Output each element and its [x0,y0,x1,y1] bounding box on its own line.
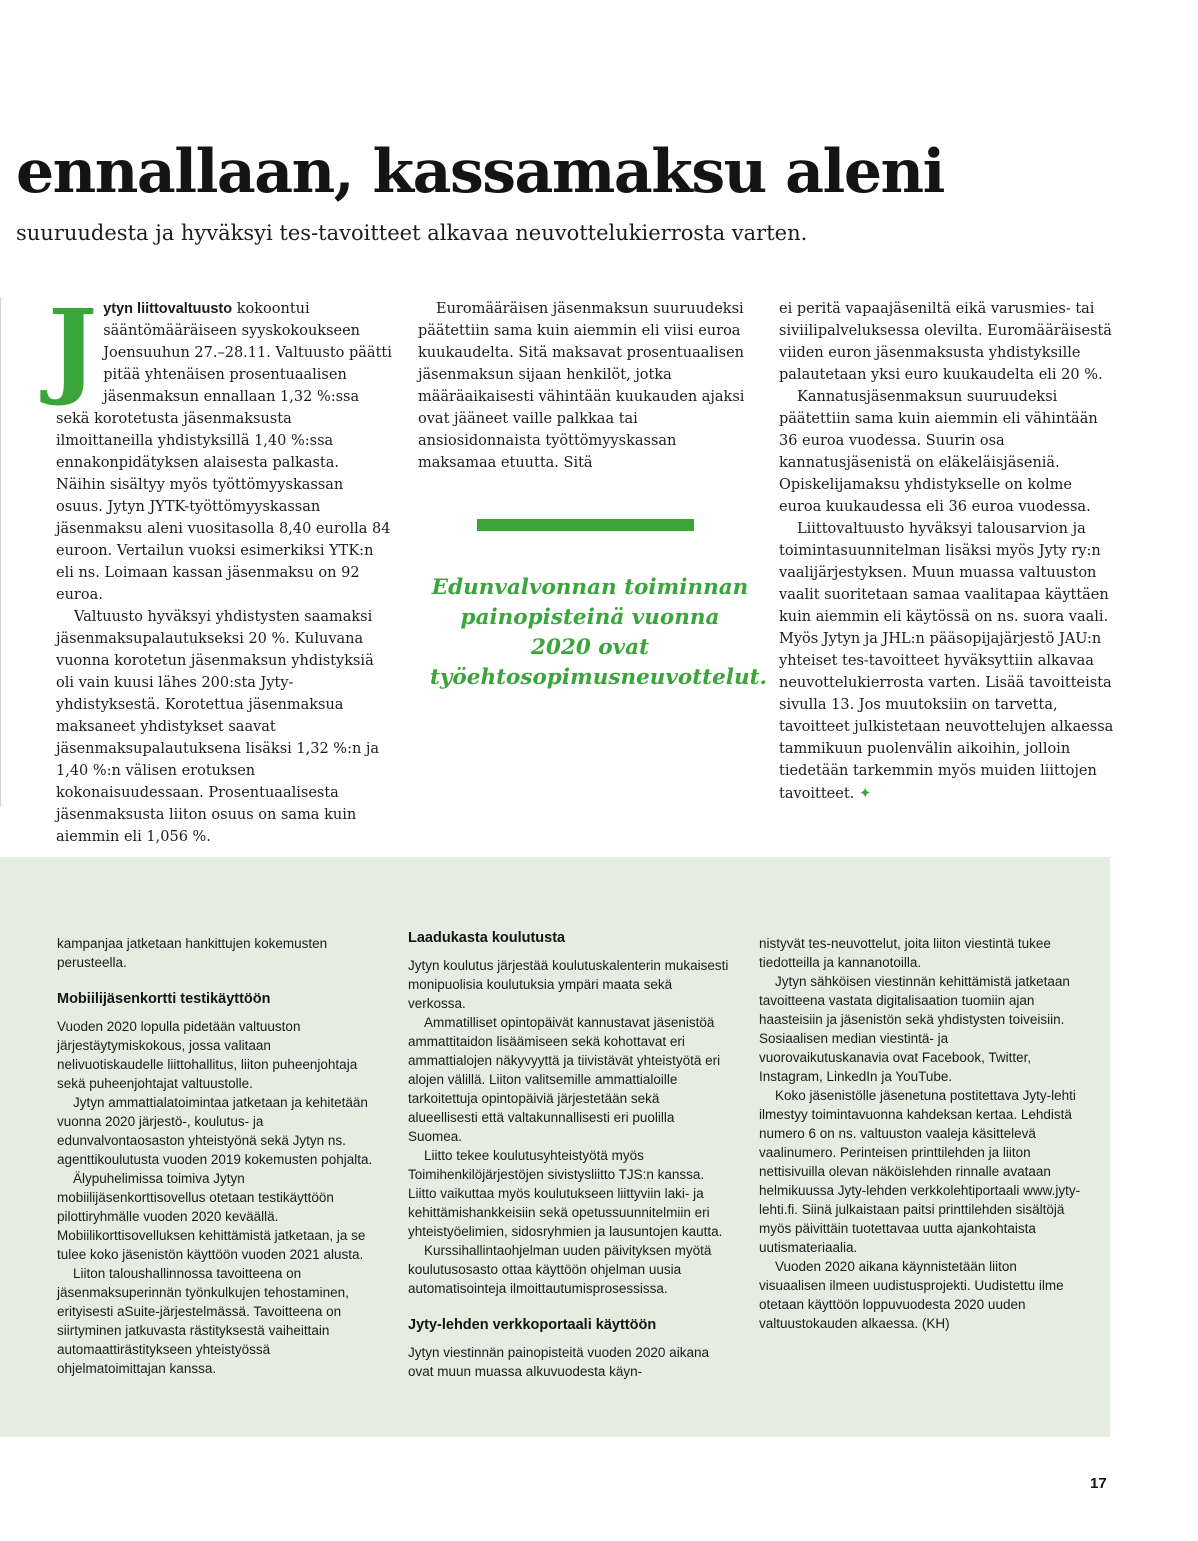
panel-paragraph: Ammatilliset opintopäivät kannustavat jäsenistöä ammattitaidon lisäämiseen sekä kohottavat eri ammattialojen näkyvyyttä ja tiivistävät yhteistyötä eri alojen välillä. Liiton valitsemille ammattialoille tarkoitettuja opintopäiviä järjestetään sekä alueellisesti että valtakunnallisesti eri puolilla Suomea. [408,1015,721,1144]
panel-paragraph: Vuoden 2020 lopulla pidetään valtuuston järjestäytymiskokous, jossa valitaan nelivuotiskaudelle liittohallitus, liiton puheenjohtaja sekä puheenjohtajat valtuustolle. [57,1019,358,1091]
end-mark-icon: ✦ [858,784,872,802]
pullquote-bar [477,519,694,531]
panel-column-3 [759,934,1081,1333]
article-column-1 [48,286,392,848]
lead-text: kokoontui sääntömääräiseen syyskokoukseen Joensuuhun 27.–28.11. Valtuusto päätti pitää yhtenäisen prosentuaalisen jäsenmaksun ennallaan 1,32 %:ssa sekä korotetusta jäsenmaksusta ilmoittaneilla yhdistyksillä 1,40 %:ssa ennakonpidätyksen alaisesta palkasta. Näihin sisältyy myös työttömyyskassan osuus. Jytyn JYTK-työttömyyskassan jäsenmaksu aleni vuositasolla 8,40 eurolla 84 euroon. Vertailun vuoksi esimerkiksi YTK:n eli ns. Loimaan kassan jäsenmaksu on 92 euroa. [56,301,392,603]
drop-cap: J [48,286,98,409]
article-text: Liittovaltuusto hyväksyi talousarvion ja toimintasuunnitelman lisäksi myös Jyty ry:n vaalijärjestyksen. Muun muassa valtuuston vaalit suoritetaan samaa vaalitapaa käyttäen kuin aiemmin eli käytössä on ns. suora vaali. Myös Jytyn ja JHL:n pääsopijajärjestö JAU:n yhteiset tes-tavoitteet hyväksyttiin alkavaa neuvottelukierrosta varten. Lisää tavoitteista sivulla 13. Jos muutoksiin on tarvetta, tavoitteet julkistetaan neuvottelujen alkaessa tammikuun puolenvälin aikoihin, jolloin tiedetään tarkemmin myös muiden liittojen tavoitteet. [779,521,1114,802]
margin-rule [0,297,1,807]
pullquote: Edunvalvonnan toiminnan painopisteinä vuonna 2020 ovat työehtosopimusneuvottelut. [430,575,768,690]
subheading-training: Laadukasta koulutusta [408,930,566,946]
panel-paragraph: Jytyn ammattialatoimintaa jatketaan ja kehitetään vuonna 2020 järjestö-, koulutus- ja edunvalvontaosaston yhteistyönä sekä Jytyn ns. agenttikoulutusta vuoden 2019 kokemusten pohjalta. [57,1095,373,1167]
headline: ennallaan, kassamaksu aleni [16,137,944,207]
article-paragraph: Euromääräisen jäsenmaksun suuruudeksi päätettiin sama kuin aiemmin eli viisi euroa kuukaudelta. Sitä maksavat prosentuaalisen jäsenmaksun sijaan henkilöt, jotka määräaikaisesti vähintään kuukauden ajaksi ovat jääneet vaille palkkaa tai ansiosidonnaista työttömyyskassan maksamaa etuutta. Sitä [418,301,745,471]
article-paragraph [779,518,1115,805]
article-column-2 [418,298,754,474]
panel-paragraph: Liitto tekee koulutusyhteistyötä myös Toimihenkilöjärjestöjen sivistysliitto TJS:n kanssa. Liitto vaikuttaa myös koulutukseen liittyviin laki- ja kehittämishankkeisiin sekä opetussuunnitelmiin eri yhteistyöelimien, sidosryhmien ja lausuntojen kautta. [408,1148,723,1239]
article-paragraph: Kannatusjäsenmaksun suuruudeksi päätettiin sama kuin aiemmin eli vähintään 36 euroa vuodessa. Suurin osa kannatusjäsenistä on eläkeläisjäseniä. Opiskelijamaksu yhdistykselle on kolme euroa kuukaudessa eli 36 euroa vuodessa. [779,389,1098,515]
panel-paragraph: Liiton taloushallinnossa tavoitteena on jäsenmaksuperinnän työnkulkujen tehostaminen, erityisesti aSuite-järjestelmässä. Tavoitteena on siirtyminen jatkuvasta rästityksestä vaiheittain automaattirästitykseen yhteistyössä ohjelmatoimittajan kanssa. [57,1266,349,1376]
lead-bold: ytyn liittovaltuusto [103,301,233,317]
panel-paragraph: nistyvät tes-neuvottelut, joita liiton viestintä tukee tiedotteilla ja kannanotoilla. [759,936,1051,970]
lead-paragraph [48,286,392,606]
panel-column-1 [57,934,379,1378]
panel-paragraph: Kurssihallintaohjelman uuden päivityksen myötä koulutusosasto ottaa käyttöön ohjelman uusia automatisointeja ilmoittautumisprosessissa. [408,1243,712,1296]
panel-paragraph: Koko jäsenistölle jäsenetuna postitettava Jyty-lehti ilmestyy toimintavuonna kahdeksan kertaa. Lehdistä numero 6 on ns. valtuuston vaaleja käsittelevä vaalinumero. Perinteisen printtilehden ja liiton nettisivuilla olevan näköislehden rinnalle avataan helmikuussa Jyty-lehden verkkolehtiportaali www.jyty-lehti.fi. Siinä julkaistaan paitsi printtilehden sisältöjä myös päivittäin tuotettavaa uutta ajankohtaista uutismateriaalia. [759,1088,1081,1255]
subheading-mobile-card: Mobiilijäsenkortti testikäyttöön [57,991,271,1007]
article-paragraph: ei peritä vapaajäseniltä eikä varusmies- tai siviilipalveluksessa olevilta. Euromääräisestä viiden euron jäsenmaksusta yhdistyksille palautetaan yksi euro kuukaudelta eli 20 %. [779,301,1112,383]
panel-column-2 [408,929,730,1381]
panel-paragraph: Jytyn koulutus järjestää koulutuskalenterin mukaisesti monipuolisia koulutuksia ympäri maata sekä verkossa. [408,958,729,1011]
deck: suuruudesta ja hyväksyi tes-tavoitteet alkavaa neuvottelukierrosta varten. [16,221,808,245]
subheading-web-portal: Jyty-lehden verkkoportaali käyttöön [408,1317,657,1333]
page-number: 17 [1090,1475,1107,1492]
article-paragraph: Valtuusto hyväksyi yhdistysten saamaksi jäsenmaksupalautukseksi 20 %. Kuluvana vuonna korotetun jäsenmaksun yhdistyksiä oli vain kuusi lähes 200:sta Jyty-yhdistyksestä. Korotettua jäsenmaksua maksaneet yhdistykset saavat jäsenmaksupalautuksena lisäksi 1,32 %:n ja 1,40 %:n välisen erotuksen kokonaisuudessaan. Prosentuaalisesta jäsenmaksusta liiton osuus on sama kuin aiemmin eli 1,056 %. [56,609,380,845]
panel-paragraph: Vuoden 2020 aikana käynnistetään liiton visuaalisen ilmeen uudistusprojekti. Uudistettu ilme otetaan käyttöön loppuvuodesta 2020 uuden valtuustokauden alkaessa. (KH) [759,1259,1064,1331]
panel-paragraph: Jytyn viestinnän painopisteitä vuoden 2020 aikana ovat muun muassa alkuvuodesta käyn- [408,1345,709,1379]
panel-paragraph: Älypuhelimissa toimiva Jytyn mobiilijäsenkorttisovellus otetaan testikäyttöön pilottiryhmälle vuoden 2020 keväällä. Mobiilikorttisovelluksen kehittämistä jatketaan, ja se tulee koko jäsenistön käyttöön vuoden 2021 alusta. [57,1171,366,1262]
panel-paragraph: kampanjaa jatketaan hankittujen kokemusten perusteella. [57,936,328,970]
panel-paragraph: Jytyn sähköisen viestinnän kehittämistä jatketaan tavoitteena vastata digitalisaation tuomiin ajan haasteisiin ja jäsenistön sekä yhdistysten toiveisiin. Sosiaalisen median viestintä- ja vuorovaikutuskanavia ovat Facebook, Twitter, Instagram, LinkedIn ja YouTube. [759,974,1070,1084]
article-column-3 [779,298,1115,805]
